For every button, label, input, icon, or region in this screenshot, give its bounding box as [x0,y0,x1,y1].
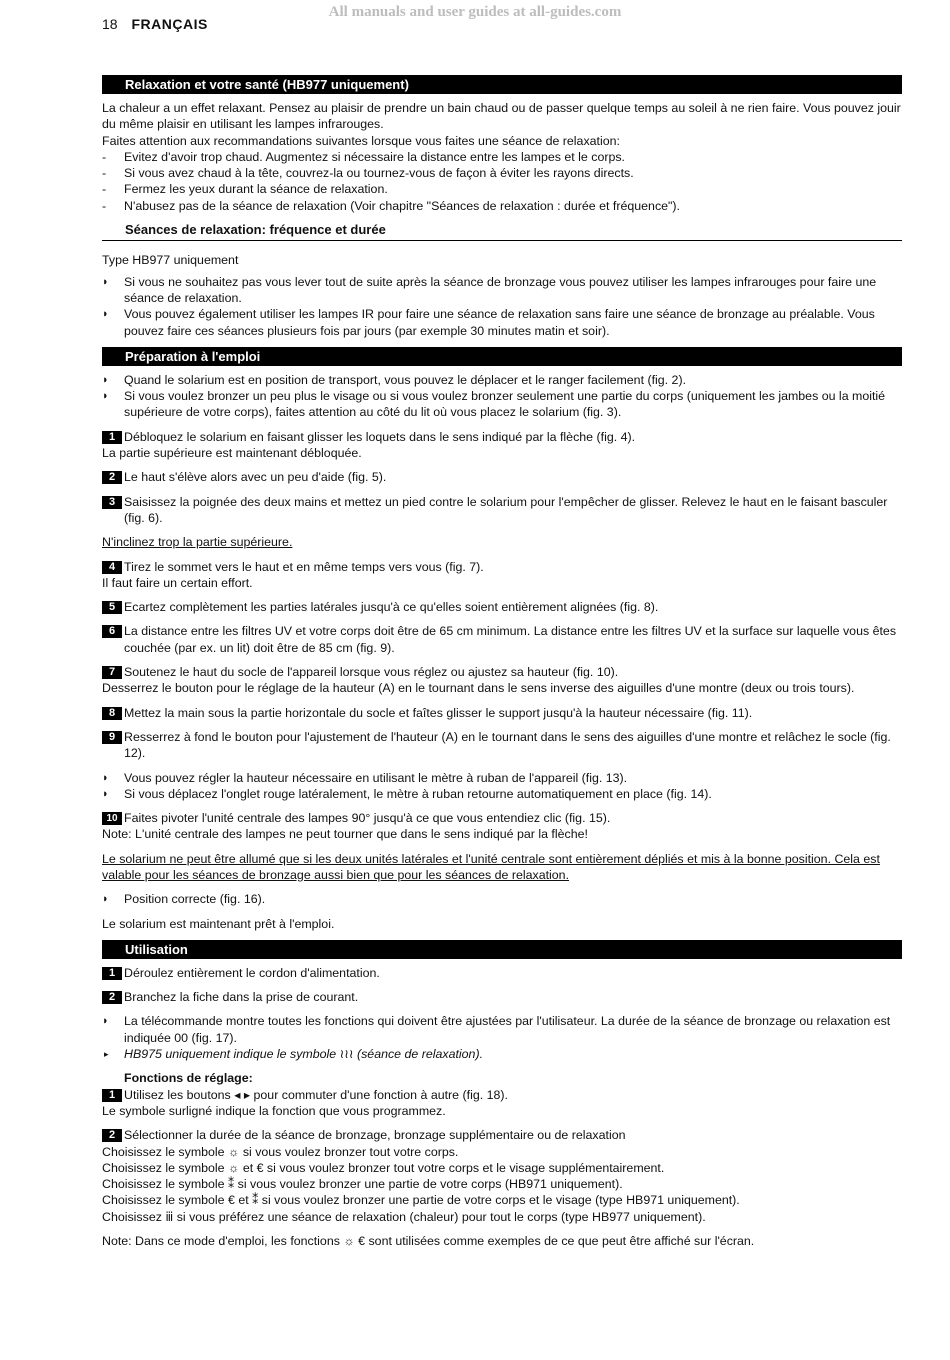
bullet-text: Si vous voulez bronzer un peu plus le visage ou si vous voulez bronzer seulement une partie du corps (uniquement les jambes ou la moitié supérieure de votre corps), faites attention au côté du lit où vous placez le solarium (fig. 3). [124,389,886,420]
step-note: Le symbole surligné indique la fonction que vous programmez. [102,1103,446,1118]
dash-item [102,198,902,214]
step-text: Utilisez les boutons ◂ ▸ pour commuter d'une fonction à autre (fig. 18). [124,1087,508,1102]
dash-item [102,165,902,181]
paragraph: Faites attention aux recommandations suivantes lorsque vous faites une séance de relaxation: [102,133,620,148]
step-item [102,705,902,721]
watermark: All manuals and user guides at all-guides.com [328,4,622,20]
dash-text: Fermez les yeux durant la séance de relaxation. [124,182,388,197]
step-number-badge: 3 [102,496,122,509]
note-item [102,1046,902,1062]
step-note: Note: L'unité centrale des lampes ne peut tourner que dans le sens indiqué par la flèche! [102,827,588,842]
bullet-text: La télécommande montre toutes les fonctions qui doivent être ajustées par l'utilisateur. La durée de la séance de bronzage ou relaxation est indiquée 00 (fig. 17). [124,1014,891,1045]
bullet-item [102,372,902,388]
step-item [102,1087,902,1103]
step-note: Il faut faire un certain effort. [102,575,253,590]
page-header [102,16,208,32]
page-number: 18 [102,16,118,32]
step-text: Resserrez à fond le bouton pour l'ajustement de l'hauteur (A) en le tournant dans le sens des aiguilles d'une montre et relâchez le socle (fig. 12). [124,729,891,761]
choice-line: Choisissez le symbole ⁑ si vous voulez bronzer une partie de votre corps (HB971 uniquement). [102,1177,623,1192]
final-note: Note: Dans ce mode d'emploi, les fonctions ☼ € sont utilisées comme exemples de ce que peut être affiché sur l'écran. [102,1234,755,1249]
step-note: La partie supérieure est maintenant débloquée. [102,446,362,461]
step-text: Sélectionner la durée de la séance de bronzage, bronzage supplémentaire ou de relaxation [124,1128,626,1143]
step-item [102,729,902,762]
choice-line: Choisissez le symbole ☼ et € si vous voulez bronzer tout votre corps et le visage supplémentairement. [102,1160,665,1175]
step-item [102,989,902,1005]
dash-marker: - [102,182,107,197]
step-text: Tirez le sommet vers le haut et en même temps vers vous (fig. 7). [124,559,484,574]
bullet-text: Vous pouvez régler la hauteur nécessaire en utilisant le mètre à ruban de l'appareil (fig. 13). [124,770,628,785]
bullet-text: Si vous déplacez l'onglet rouge latéralement, le mètre à ruban retourne automatiquement en place (fig. 14). [124,786,712,801]
step-text: Saisissez la poignée des deux mains et mettez un pied contre le solarium pour l'empêcher de glisser. Relevez le haut en le faisant basculer (fig. 6). [124,494,888,525]
dash-marker: - [102,198,107,213]
step-item [102,559,902,575]
bullet-icon: ◗ [102,1015,109,1028]
step-number-badge: 2 [102,1129,122,1142]
paragraph: Le solarium est maintenant prêt à l'emploi. [102,916,335,931]
dash-item [102,181,902,197]
dash-text: Evitez d'avoir trop chaud. Augmentez si nécessaire la distance entre les lampes et le corps. [124,149,626,164]
step-number-badge: 1 [102,967,122,980]
bullet-icon: ◗ [102,893,109,906]
step-text: Faites pivoter l'unité centrale des lampes 90° jusqu'à ce que vous entendiez clic (fig. 15). [124,811,611,826]
bullet-icon: ◗ [102,787,109,800]
step-number-badge: 9 [102,731,122,744]
choice-line: Choisissez le symbole ☼ si vous voulez bronzer tout votre corps. [102,1144,459,1159]
section-header-preparation: Préparation à l'emploi [102,347,902,366]
step-item [102,664,902,680]
step-text: Le haut s'élève alors avec un peu d'aide (fig. 5). [124,470,387,485]
bullet-text: Si vous ne souhaitez pas vous lever tout de suite après la séance de bronzage vous pouvez utiliser les lampes infrarouges pour faire une séance de relaxation. [124,274,877,305]
step-text: La distance entre les filtres UV et votre corps doit être de 65 cm minimum. La distance entre les filtres UV et la surface sur laquelle vous êtes couchée (par ex. un lit) doit être de 85 cm (fig. 9). [124,624,897,655]
bullet-item [102,274,902,307]
bullet-icon: ◗ [102,373,109,386]
step-number-badge: 1 [102,431,122,444]
step-text: Débloquez le solarium en faisant glisser les loquets dans le sens indiqué par la flèche (fig. 4). [124,429,636,444]
bullet-icon: ◗ [102,275,109,288]
bullet-text: Vous pouvez également utiliser les lampes IR pour faire une séance de relaxation sans faire une séance de bronzage au préalable. Vous pouvez faire ces séances plusieurs fois par jours (par exemple 30 minutes matin et soir). [124,307,875,338]
bullet-icon: ◗ [102,390,109,403]
bullet-icon: ◗ [102,771,109,784]
step-number-badge: 1 [102,1089,122,1102]
section-header-relaxation: Relaxation et votre santé (HB977 uniquement) [102,75,902,94]
step-number-badge: 4 [102,561,122,574]
step-item [102,429,902,445]
step-text: Mettez la main sous la partie horizontale du socle et faîtes glisser le support jusqu'à la hauteur nécessaire (fig. 11). [124,705,753,720]
step-item [102,599,902,615]
paragraph: La chaleur a un effet relaxant. Pensez au plaisir de prendre un bain chaud ou de passer quelque temps au soleil à ne rien faire. Vous pouvez jouir du même plaisir en utilisant les lampes infrarouges. [102,101,901,132]
language-label: FRANÇAIS [131,16,208,32]
subsection-header-seances: Séances de relaxation: fréquence et durée [102,222,902,241]
step-note: Desserrez le bouton pour le réglage de la hauteur (A) en le tournant dans le sens inverse des aiguilles d'une montre (deux ou trois tours). [102,681,855,696]
step-item [102,810,902,826]
bullet-item [102,891,902,907]
step-text: Déroulez entièrement le cordon d'alimentation. [124,965,380,980]
step-number-badge: 7 [102,666,122,679]
bullet-item [102,786,902,802]
bullet-item [102,388,902,421]
step-item [102,965,902,981]
subsection-title-fonctions: Fonctions de réglage: [124,1071,253,1086]
bullet-text: Quand le solarium est en position de transport, vous pouvez le déplacer et le ranger facilement (fig. 2). [124,372,687,387]
warning-text: N'inclinez trop la partie supérieure. [102,535,293,550]
triangle-bullet-icon: ▸ [104,1049,109,1060]
step-number-badge: 2 [102,471,122,484]
dash-text: Si vous avez chaud à la tête, couvrez-la ou tournez-vous de façon à éviter les rayons directs. [124,166,634,181]
bullet-item [102,770,902,786]
step-item [102,494,902,527]
step-number-badge: 8 [102,707,122,720]
section-header-utilisation: Utilisation [102,940,902,959]
dash-marker: - [102,166,107,181]
dash-item [102,149,902,165]
step-text: Branchez la fiche dans la prise de courant. [124,990,359,1005]
step-number-badge: 10 [102,812,122,825]
step-number-badge: 6 [102,625,122,638]
step-number-badge: 5 [102,601,122,614]
choice-line: Choisissez ⅲ si vous préférez une séance de relaxation (chaleur) pour tout le corps (type HB977 uniquement). [102,1209,706,1224]
note-text: HB975 uniquement indique le symbole ≀≀≀ (séance de relaxation). [124,1047,484,1062]
step-number-badge: 2 [102,991,122,1004]
step-item [102,1127,902,1143]
step-item [102,623,902,656]
step-text: Soutenez le haut du socle de l'appareil lorsque vous réglez ou ajustez sa hauteur (fig. 10). [124,665,619,680]
bullet-text: Position correcte (fig. 16). [124,892,266,907]
bullet-icon: ◗ [102,308,109,321]
choice-line: Choisissez le symbole € et ⁑ si vous voulez bronzer une partie de votre corps et le visage (type HB971 uniquement). [102,1193,740,1208]
bullet-item [102,1013,902,1046]
type-note: Type HB977 uniquement [102,253,239,268]
step-item [102,469,902,485]
dash-marker: - [102,149,107,164]
document-body [102,75,902,1249]
step-text: Ecartez complètement les parties latérales jusqu'à ce qu'elles soient entièrement alignées (fig. 8). [124,600,659,615]
dash-text: N'abusez pas de la séance de relaxation (Voir chapitre "Séances de relaxation : durée et fréquence"). [124,198,680,213]
warning-text: Le solarium ne peut être allumé que si les deux unités latérales et l'unité centrale sont entièrement dépliés et mis à la bonne position. Cela est valable pour les séances de bronzage aussi bien que pour les séances de relaxation. [102,851,880,882]
bullet-item [102,306,902,339]
